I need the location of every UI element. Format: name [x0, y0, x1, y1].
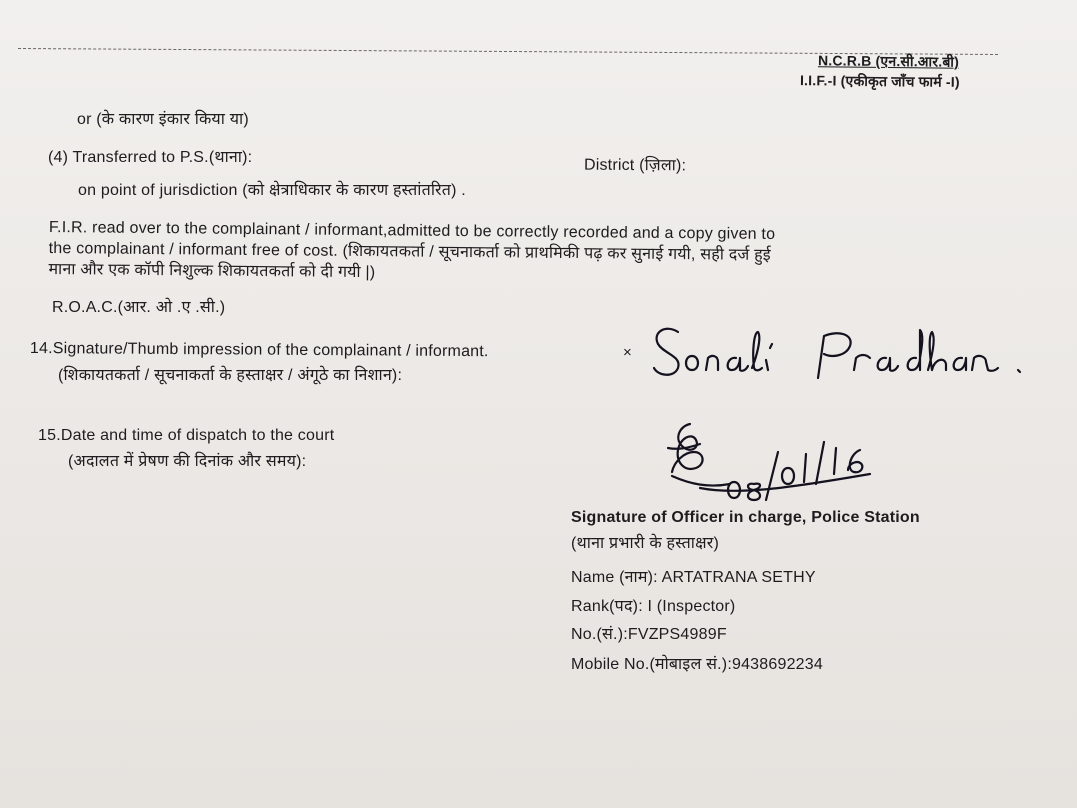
dispatch-date-label: 15.Date and time of dispatch to the court: [38, 427, 335, 444]
ncrb-header: N.C.R.B (एन.सी.आर.बी): [817, 52, 960, 70]
roac-label: R.O.A.C.(आर. ओ .ए .सी.): [52, 299, 226, 316]
jurisdiction-line: on point of jurisdiction (को क्षेत्राधिकार के कारण हस्तांतरित) .: [78, 182, 466, 199]
fir-read-line: F.I.R. read over to the complainant / informant,admitted to be correctly recorded and a copy given to: [48, 218, 776, 243]
complainant-signature: [648, 318, 1028, 388]
transferred-ps-label: (4) Transferred to P.S.(थाना):: [48, 149, 253, 166]
officer-signature: [660, 418, 900, 510]
complainant-signature-label: 14.Signature/Thumb impression of the complainant / informant.: [29, 340, 489, 361]
officer-mobile: Mobile No.(मोबाइल सं.):9438692234: [571, 656, 823, 673]
complainant-signature-label-hindi: (शिकायतकर्ता / सूचनाकर्ता के हस्ताक्षर / अंगूठे का निशान):: [58, 367, 403, 384]
fir-read-over-paragraph: [48, 217, 775, 287]
iif-header: I.I.F.-I (एकीकृत जाँच फार्म -I): [799, 72, 960, 90]
fir-read-line: the complainant / informant free of cost. (शिकायतकर्ता / सूचनाकर्ता को प्राथमिकी पढ़ कर सुनाई गयी, सही दर्ज हुई: [48, 239, 771, 264]
officer-signature-label: Signature of Officer in charge, Police Station: [571, 509, 920, 526]
officer-signature-label-hindi: (थाना प्रभारी के हस्ताक्षर): [571, 535, 720, 552]
officer-number: No.(सं.):FVZPS4989F: [571, 626, 727, 643]
dispatch-date-label-hindi: (अदालत में प्रेषण की दिनांक और समय):: [68, 453, 307, 470]
district-label: District (ज़िला):: [583, 156, 687, 175]
refused-line: or (के कारण इंकार किया या): [77, 111, 249, 128]
cross-mark: ×: [623, 344, 632, 361]
fir-read-line: माना और एक कॉपी निशुल्क शिकायतकर्ता को दी गयी |): [48, 260, 376, 282]
officer-name: Name (नाम): ARTATRANA SETHY: [571, 569, 816, 586]
officer-rank: Rank(पद): I (Inspector): [571, 598, 736, 615]
